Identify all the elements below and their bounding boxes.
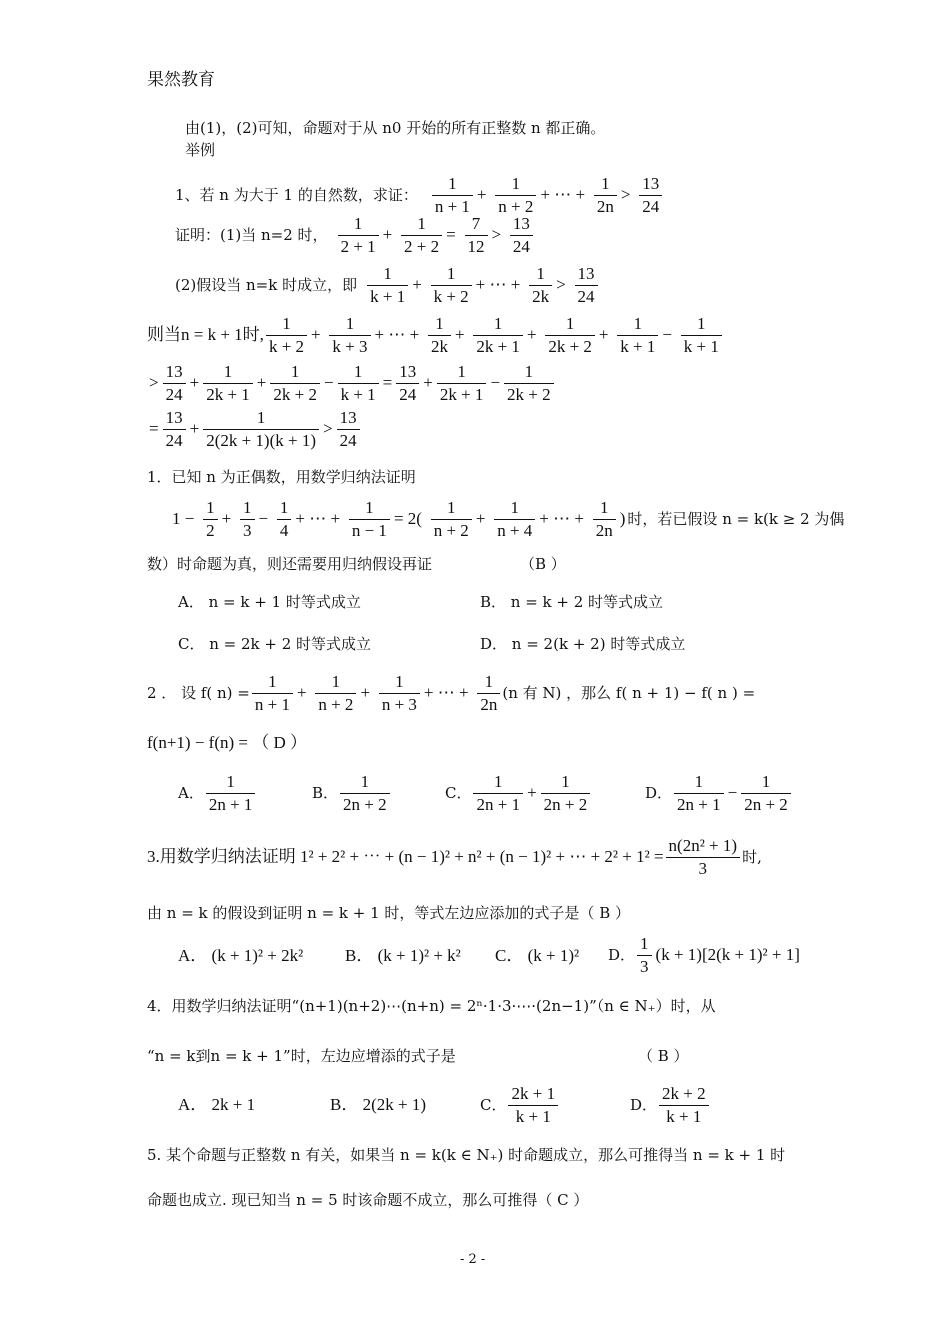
example1-formula: $\frac{1}{n + 1}$ + $\frac{1}{n + 2}$ + ⋯ + $\frac{1}{2n}$ > $\frac{13}{24}$ [430, 173, 664, 218]
q1-option-a: A． n = k + 1 时等式成立 [178, 593, 361, 611]
q1-text-a: 1．已知 n 为正偶数，用数学归纳法证明 [147, 468, 416, 486]
q1-formula: 1 − $\frac{1}{2}$ + $\frac{1}{3}$ − $\frac{1}{4}$ + ⋯ + $\frac{1}{n - 1}$ = 2( $\frac{1}{n + 2}$ + $\frac{1}{n + 4}$ + ⋯ + $\frac{1}{2n}$ ) [172, 497, 626, 540]
q1-option-c: C． n = 2k + 2 时等式成立 [178, 635, 372, 653]
q2-formula: $\frac{1}{n + 1}$ + $\frac{1}{n + 2}$ + $\frac{1}{n + 3}$ + ⋯ + $\frac{1}{2n}$ [250, 671, 503, 716]
proof-step2 [175, 260, 600, 310]
q4-answer: （ B ） [638, 1047, 689, 1065]
header-brand: 果然教育 [147, 70, 215, 90]
proof-step1-formula: $\frac{1}{2 + 1}$ + $\frac{1}{2 + 2}$ = $\frac{7}{12}$ > $\frac{13}{24}$ [336, 213, 535, 258]
q3-option-c: C． (k + 1)² [495, 946, 580, 965]
q2-option-c: C． $\frac{1}{2n + 1}$ + $\frac{1}{2n + 2}$ [445, 768, 592, 818]
proof-step1 [175, 210, 535, 260]
q2-option-a: A． $\frac{1}{2n + 1}$ [178, 768, 257, 818]
example1-statement-text: 1、若 n 为大于 1 的自然数，求证： [175, 186, 418, 204]
proof-step2-text: (2)假设当 n=k 时成立，即 [175, 276, 358, 294]
q4-option-b: B． 2(2k + 1) [330, 1095, 426, 1114]
page-number: - 2 - [460, 1252, 486, 1267]
proof-step3-text: 则当n = k + 1时, [147, 325, 264, 344]
q1-answer: （B ） [520, 555, 566, 573]
q5-text-a: 5. 某个命题与正整数 n 有关，如果当 n = k(k ∈ N₊) 时命题成立，那么可推得当 n = k + 1 时 [147, 1146, 786, 1164]
proof-step1-text: 证明：(1)当 n=2 时， [175, 226, 328, 244]
q4-text-a: 4．用数学归纳法证明“(n+1)(n+2)⋯(n+n) = 2ⁿ·1·3·⋯·(2n−1)”（n ∈ N₊）时，从 [147, 997, 716, 1015]
q2-option-d: D． $\frac{1}{2n + 1}$ − $\frac{1}{2n + 2}$ [645, 768, 793, 818]
proof-step3-formula: $\frac{1}{k + 2}$ + $\frac{1}{k + 3}$ + ⋯ + $\frac{1}{2k}$ + $\frac{1}{2k + 1}$ + $\frac{1}{2k + 2}$ + $\frac{1}{k + 1}$ − $\frac{1}{k + 1}$ [264, 313, 724, 358]
q3-line [147, 832, 762, 882]
q4-option-d: D． $\frac{2k + 2}{k + 1}$ [630, 1080, 711, 1130]
q4-text-b: “n = k到n = k + 1”时，左边应增添的式子是 [147, 1047, 456, 1065]
q1-text-c: 数）时命题为真，则还需要用归纳假设再证 [147, 555, 433, 573]
q3-text-c: 由 n = k 的假设到证明 n = k + 1 时，等式左边应添加的式子是（ B ） [147, 904, 630, 922]
q4-option-c: C． $\frac{2k + 1}{k + 1}$ [480, 1080, 560, 1130]
q1-option-d: D． n = 2(k + 2) 时等式成立 [480, 635, 686, 653]
q4-option-d-label: D． [630, 1096, 658, 1114]
q3-formula: $\frac{\text{n(2n² + 1)}}{3}$ [666, 835, 741, 880]
q4-option-c-label: C． [480, 1096, 507, 1114]
q3-option-b: B． (k + 1)² + k² [345, 946, 461, 965]
q2-option-b: B． $\frac{1}{2n + 2}$ [312, 768, 392, 818]
q5-text-b: 命题也成立. 现已知当 n = 5 时该命题不成立，那么可推得（ C ） [147, 1191, 589, 1209]
q2-option-c-label: C． [445, 784, 472, 802]
q2-text-b: (n 有 N) ，那么 f( n + 1) − f( n ) = [502, 684, 756, 702]
proof-step2-formula: $\frac{1}{k + 1}$ + $\frac{1}{k + 2}$ + ⋯ + $\frac{1}{2k}$ > $\frac{13}{24}$ [365, 263, 599, 308]
q2-option-b-label: B． [312, 784, 339, 802]
example-heading: 举例 [185, 141, 216, 159]
q2-text-a: 2 ． 设 f( n) = [147, 684, 250, 702]
q4-option-a: A． 2k + 1 [178, 1095, 256, 1114]
q3-option-d-label: D． [608, 946, 636, 964]
q1-text-b: 时，若已假设 n = k(k ≥ 2 为偶 [627, 510, 845, 528]
q3-text-b: 时, [742, 848, 762, 866]
q2-option-a-label: A． [178, 784, 204, 802]
proof-step4: > $\frac{13}{24}$ + $\frac{1}{2k + 1}$ + $\frac{1}{2k + 2}$ − $\frac{1}{k + 1}$ = $\frac{13}{24}$ + $\frac{1}{2k + 1}$ − $\frac{1}{2k + 2}$ [147, 358, 556, 408]
q1-option-b: B． n = k + 2 时等式成立 [480, 593, 664, 611]
q3-option-a: A． (k + 1)² + 2k² [178, 946, 304, 965]
q2-option-d-label: D． [645, 784, 673, 802]
proof-step3 [147, 310, 724, 360]
proof-step5: = $\frac{13}{24}$ + $\frac{1}{2(2k + 1)(k + 1)}$ > $\frac{13}{24}$ [147, 404, 362, 454]
q2-line [147, 668, 755, 718]
q3-text-a: 3.用数学归纳法证明 1² + 2² + ⋯ + (n − 1)² + n² + (n − 1)² + ⋯ + 2² + 1² = [147, 847, 664, 866]
q2-text-c: f(n+1) − f(n) = （ D ） [147, 733, 308, 752]
q1-formula-line [170, 494, 844, 544]
q3-option-d: D． $\frac{1}{3}$ (k + 1)[2(k + 1)² + 1] [608, 933, 800, 976]
intro-conclusion: 由(1)，(2)可知，命题对于从 n0 开始的所有正整数 n 都正确。 [185, 119, 606, 137]
